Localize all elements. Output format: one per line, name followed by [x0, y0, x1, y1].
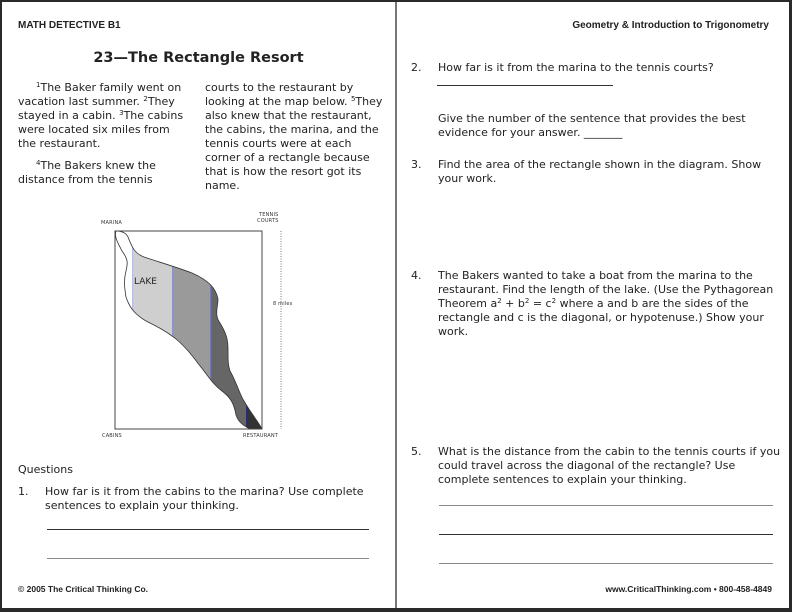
- sentence-number: 4: [36, 159, 41, 167]
- question-3: [411, 158, 781, 188]
- sentence-number: 3: [119, 109, 124, 117]
- lake-shape: [112, 227, 292, 437]
- answer-line[interactable]: [439, 505, 773, 506]
- footer-copyright: © 2005 The Critical Thinking Co.: [18, 584, 149, 594]
- question-text: Find the area of the rectangle shown in the diagram. Show your work.: [438, 158, 762, 185]
- label-tennis-line1: TENNIS: [259, 212, 279, 218]
- questions-heading: Questions: [18, 463, 73, 476]
- answer-line[interactable]: [439, 534, 773, 535]
- superscript: 2: [524, 297, 530, 305]
- question-number: 3.: [411, 158, 422, 171]
- question-text-part: + b: [501, 297, 525, 310]
- header-right: Geometry & Introduction to Trigonometry: [572, 20, 769, 31]
- answer-line[interactable]: [47, 558, 369, 559]
- header-left: MATH DETECTIVE B1: [18, 20, 121, 31]
- sentence-number: 1: [36, 81, 41, 89]
- story-paragraph-2: [18, 159, 190, 187]
- question-4: [411, 269, 786, 344]
- story-column-1: [18, 81, 190, 187]
- superscript: 2: [497, 297, 502, 305]
- question-1: [18, 485, 378, 525]
- question-text: [438, 269, 783, 339]
- question-number: 4.: [411, 269, 422, 282]
- question-2-followup: Give the number of the sentence that provides the best evidence for your answer. _______: [438, 112, 746, 139]
- label-cabins: CABINS: [102, 433, 122, 439]
- question-text-part: = c: [529, 297, 552, 310]
- story-paragraph-2-cont: [205, 81, 383, 193]
- question-text: What is the distance from the cabin to the tennis courts if you could travel across the diagonal of the rectangle? Use complete sentences to explain your thinking.: [438, 445, 781, 486]
- label-side-length: 8 miles: [273, 301, 293, 307]
- question-2: [411, 61, 781, 81]
- page-title: 23—The Rectangle Resort: [93, 50, 304, 66]
- question-text-part: where a and b are the sides of the rectangle and c is the diagonal, or hypotenuse.) Show your work.: [438, 297, 764, 338]
- footer-website[interactable]: www.CriticalThinking.com • 800-458-4849: [605, 584, 772, 594]
- label-marina: MARINA: [101, 220, 123, 226]
- question-5: [411, 445, 786, 490]
- sentence-number: 5: [350, 95, 356, 103]
- superscript: 2: [551, 297, 557, 305]
- question-text: How far is it from the marina to the tennis courts?: [438, 61, 714, 74]
- page-divider: [395, 2, 397, 608]
- question-number: 5.: [411, 445, 422, 458]
- answer-line[interactable]: [47, 529, 369, 530]
- question-text: How far is it from the cabins to the marina? Use complete sentences to explain your thinking.: [45, 485, 364, 512]
- sentence-4-continued: courts to the restaurant by looking at the map below.: [205, 81, 354, 108]
- sentence-3: The cabins were located six miles from the restaurant.: [18, 109, 184, 150]
- question-text-part: The Bakers wanted to take a boat from the marina to the restaurant. Find the length of the lake. (Use the Pythagorean Theorem a: [438, 269, 774, 310]
- story-column-2: [205, 81, 383, 193]
- answer-line[interactable]: [437, 85, 613, 86]
- label-lake: LAKE: [134, 277, 157, 287]
- label-tennis-line2: COURTS: [257, 218, 279, 224]
- question-number: 1.: [18, 485, 29, 498]
- question-number: 2.: [411, 61, 422, 74]
- sentence-5: They also knew that the restaurant, the cabins, the marina, and the tennis courts were at each corner of a rectangle because that is how the resort got its name.: [205, 95, 383, 192]
- label-restaurant: RESTAURANT: [243, 433, 279, 439]
- resort-map-diagram: [92, 207, 302, 442]
- answer-line[interactable]: [439, 563, 773, 564]
- sentence-2: They stayed in a cabin.: [18, 95, 175, 122]
- story-paragraph-1: [18, 81, 190, 151]
- worksheet-page: [2, 2, 789, 608]
- sentence-4: The Bakers knew the distance from the tennis: [18, 159, 156, 186]
- sentence-number: 2: [143, 95, 148, 103]
- sentence-1: The Baker family went on vacation last summer.: [18, 81, 182, 108]
